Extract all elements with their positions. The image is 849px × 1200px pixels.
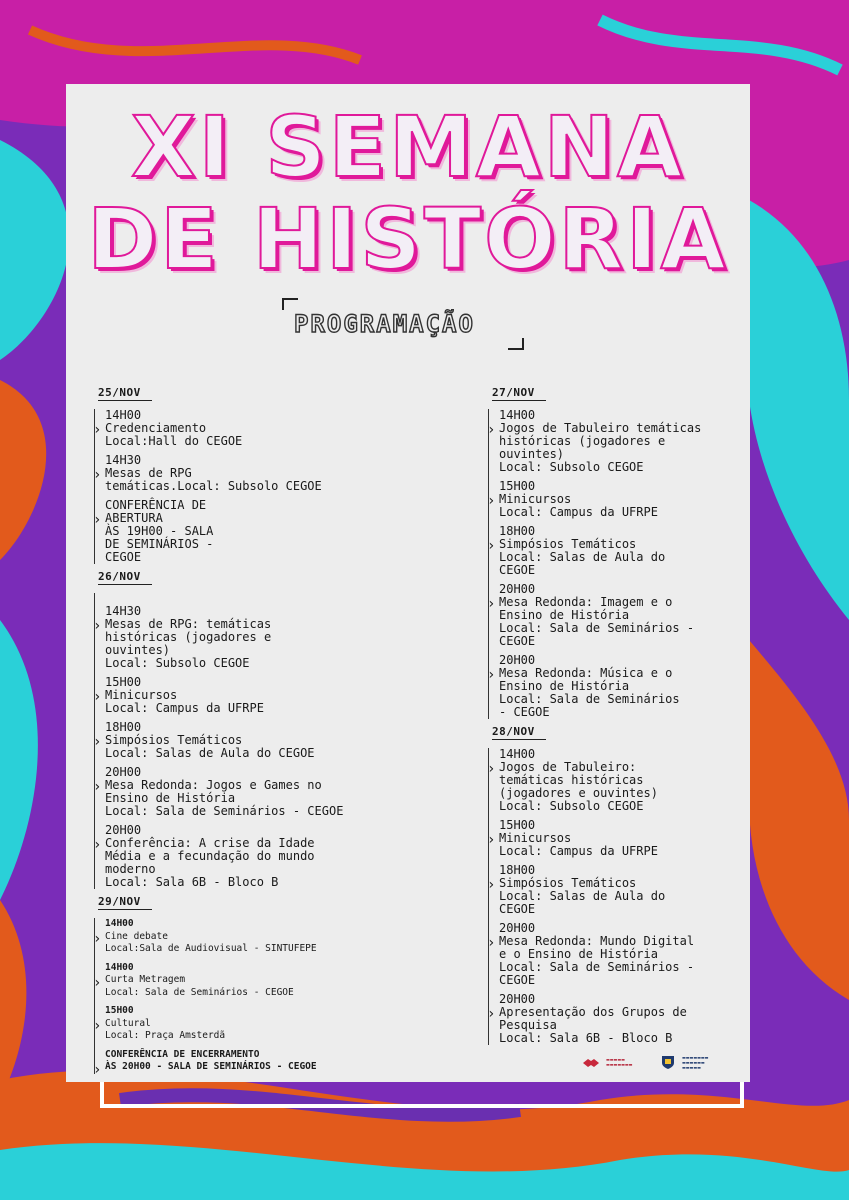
day-label: 29/NOV <box>98 895 152 910</box>
event-item: › 14H30 Mesas de RPG temáticas.Local: Subsolo CEGOE <box>95 454 394 493</box>
event-item: › 15H00 Minicursos Local: Campus da UFRPE <box>489 480 728 519</box>
title-line-2: DE HISTÓRIA <box>87 190 729 288</box>
handshake-logo-icon <box>582 1055 600 1069</box>
university-crest-icon <box>660 1054 676 1070</box>
event-item: › 20H00 Mesa Redonda: Jogos e Games no Ensino de História Local: Sala de Seminários - CEGOE <box>95 766 394 818</box>
university-wordmark-icon: ▬▬▬▬▬▬▬ ▬▬▬▬▬▬ ▬▬▬▬▬ <box>682 1054 709 1070</box>
event-item: › 20H00 Apresentação dos Grupos de Pesquisa Local: Sala 6B - Bloco B <box>489 993 728 1045</box>
event-item: › 18H00 Simpósios Temáticos Local: Salas de Aula do CEGOE <box>95 721 394 760</box>
event-list <box>94 593 394 889</box>
day-label: 27/NOV <box>492 386 546 401</box>
day-section <box>488 386 728 719</box>
event-list <box>94 918 394 1074</box>
day-label: 26/NOV <box>98 570 152 585</box>
day-label: 25/NOV <box>98 386 152 401</box>
right-column <box>488 386 728 1051</box>
left-column <box>94 386 394 1080</box>
day-label: 28/NOV <box>492 725 546 740</box>
event-item: › 20H00 Mesa Redonda: Imagem e o Ensino de História Local: Sala de Seminários - CEGOE <box>489 583 728 648</box>
event-item: › 15H00 Cultural Local: Praça Amsterdã <box>95 1005 394 1043</box>
day-section <box>94 895 394 1074</box>
event-item: › CONFERÊNCIA DE ENCERRAMENTO ÀS 20H00 - SALA DE SEMINÁRIOS - CEGOE <box>95 1049 394 1074</box>
event-list <box>488 748 728 1045</box>
program-panel <box>66 84 750 1082</box>
event-list <box>488 409 728 719</box>
event-item: › 18H00 Simpósios Temáticos Local: Salas de Aula do CEGOE <box>489 864 728 916</box>
event-list <box>94 409 394 564</box>
event-item: › 14H00 Cine debate Local:Sala de Audiovisual - SINTUFEPE <box>95 918 394 956</box>
institution-logos <box>582 1054 730 1070</box>
day-section <box>94 570 394 889</box>
event-item: › 14H00 Jogos de Tabuleiro temáticas históricas (jogadores e ouvintes) Local: Subsolo CEGOE <box>489 409 728 474</box>
student-center-logo-icon: ▬▬▬▬▬ ▬▬▬▬▬▬▬ <box>606 1057 633 1067</box>
event-item: › 14H00 Curta Metragem Local: Sala de Seminários - CEGOE <box>95 962 394 1000</box>
event-item: › 14H30 Mesas de RPG: temáticas históricas (jogadores e ouvintes) Local: Subsolo CEGOE <box>95 605 394 670</box>
event-item: › CONFERÊNCIA DE ABERTURA ÀS 19H00 - SALA DE SEMINÁRIOS - CEGOE <box>95 499 394 564</box>
corner-bracket-icon <box>508 338 524 350</box>
event-item: › 18H00 Simpósios Temáticos Local: Salas de Aula do CEGOE <box>489 525 728 577</box>
event-item: › 15H00 Minicursos Local: Campus da UFRPE <box>489 819 728 858</box>
event-item: › 14H00 Credenciamento Local:Hall do CEGOE <box>95 409 394 448</box>
event-item: › 20H00 Mesa Redonda: Música e o Ensino de História Local: Sala de Seminários - CEGOE <box>489 654 728 719</box>
day-section <box>488 725 728 1045</box>
event-item: › 15H00 Minicursos Local: Campus da UFRPE <box>95 676 394 715</box>
day-section <box>94 386 394 564</box>
title-line-1: XI SEMANA <box>130 98 686 196</box>
corner-bracket-icon <box>282 298 298 310</box>
event-item: › 20H00 Conferência: A crise da Idade Média e a fecundação do mundo moderno Local: Sala 6B - Bloco B <box>95 824 394 889</box>
subtitle-block <box>290 302 528 354</box>
event-item: › 20H00 Mesa Redonda: Mundo Digital e o Ensino de História Local: Sala de Seminários - CEGOE <box>489 922 728 987</box>
event-item: › 14H00 Jogos de Tabuleiro: temáticas históricas (jogadores e ouvintes) Local: Subsolo CEGOE <box>489 748 728 813</box>
subtitle: PROGRAMAÇÃO <box>294 310 475 338</box>
